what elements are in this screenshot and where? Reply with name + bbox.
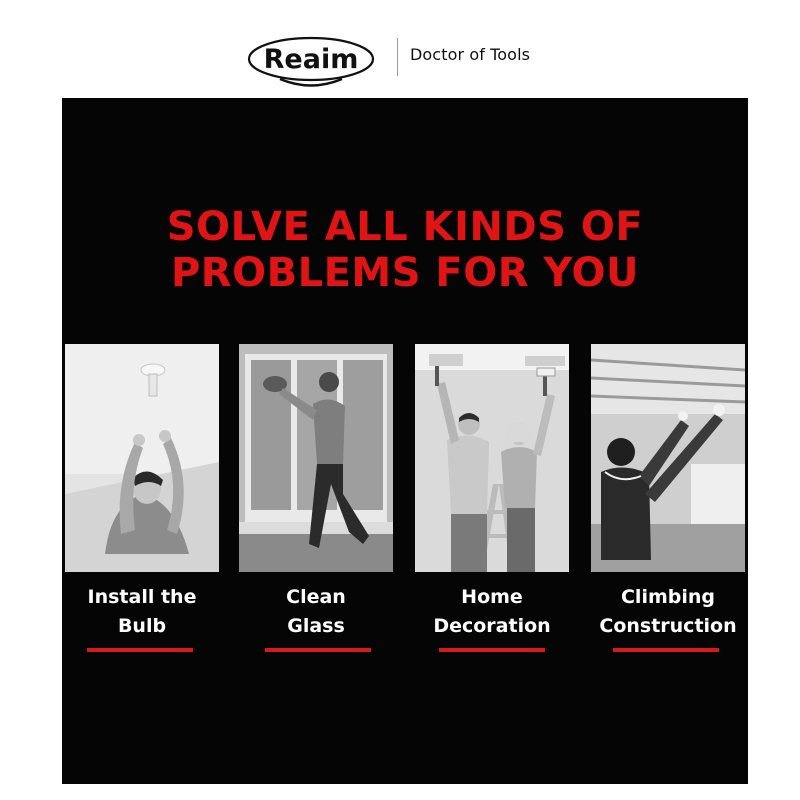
promo-banner (62, 98, 748, 784)
headline-line-2: PROBLEMS FOR YOU (170, 250, 640, 296)
brand-tagline: Doctor of Tools (410, 45, 531, 64)
clean-glass-photo (239, 344, 393, 572)
card-underline (439, 648, 545, 652)
card-label: Clean Glass (286, 586, 346, 637)
climbing-construction-photo (591, 344, 745, 572)
headline-line-1: SOLVE ALL KINDS OF (166, 204, 644, 250)
banner-headline (62, 204, 748, 296)
logo-wordmark: Reaim (263, 44, 359, 75)
card-underline (613, 648, 719, 652)
install-bulb-photo (65, 344, 219, 572)
card-label: Climbing Construction (599, 586, 737, 637)
reaim-logo[interactable] (246, 32, 376, 88)
home-decoration-photo (415, 344, 569, 572)
brand-header (0, 0, 800, 98)
card-label: Install the Bulb (87, 586, 197, 637)
card-underline (87, 648, 193, 652)
card-underline (265, 648, 371, 652)
header-divider (397, 38, 398, 76)
card-label: Home Decoration (433, 586, 551, 637)
